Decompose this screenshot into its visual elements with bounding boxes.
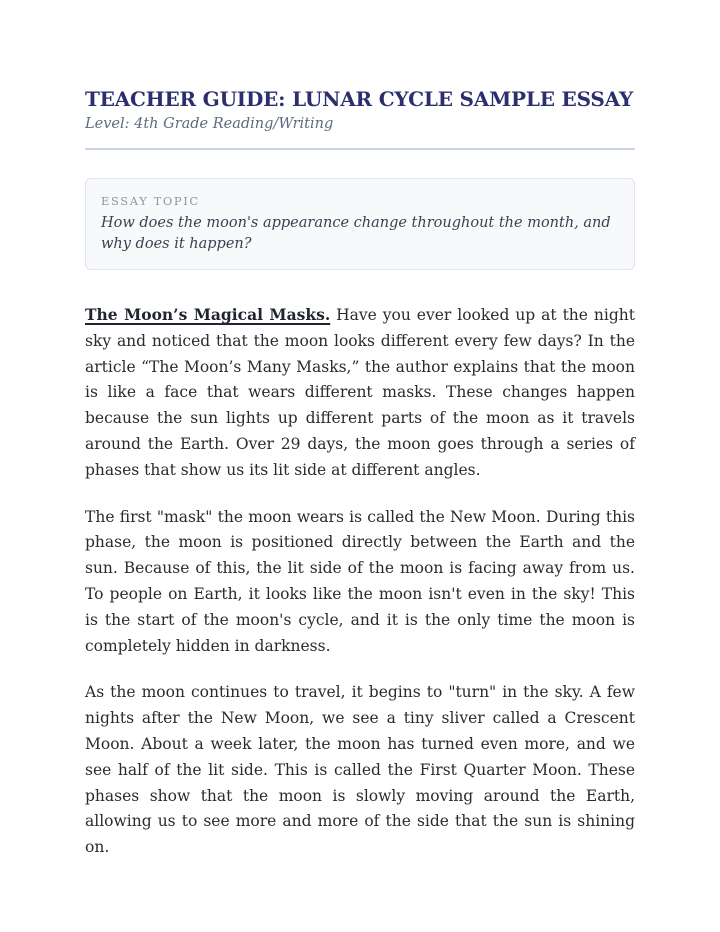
document-title: TEACHER GUIDE: LUNAR CYCLE SAMPLE ESSAY (85, 87, 634, 111)
grade-level: Level: 4th Grade Reading/Writing (85, 116, 334, 132)
essay-body (85, 302, 635, 861)
essay-topic-question: How does the moon's appearance change throughout the month, and why does it happen? (101, 215, 611, 252)
essay-topic-label: ESSAY TOPIC (101, 194, 200, 208)
essay-topic-box (85, 178, 635, 270)
essay-title: The Moon’s Magical Masks. (85, 305, 331, 324)
essay-paragraph-1-text: Have you ever looked up at the night sky and noticed that the moon looks different every few days? In the article “The Moon’s Many Masks,” the author explains that the moon is like a face that wears different masks. These changes happen because the sun lights up different parts of the moon as it travels around the Earth. Over 29 days, the moon goes through a series of phases that show us its lit side at different angles. (85, 306, 635, 479)
document-header (85, 86, 635, 150)
essay-paragraph-2: The first "mask" the moon wears is called the New Moon. During this phase, the moon is positioned directly between the Earth and the sun. Because of this, the lit side of the moon is facing away from us. To people on Earth, it looks like the moon isn't even in the sky! This is the start of the moon's cycle, and it is the only time the moon is completely hidden in darkness. (85, 507, 635, 655)
essay-paragraph-1 (85, 302, 635, 484)
essay-paragraph-3: As the moon continues to travel, it begins to "turn" in the sky. A few nights after the New Moon, we see a tiny sliver called a Crescent Moon. About a week later, the moon has turned even more, and we see half of the lit side. This is called the First Quarter Moon. These phases show that the moon is slowly moving around the Earth, allowing us to see more and more of the side that the sun is shining on. (85, 683, 635, 857)
